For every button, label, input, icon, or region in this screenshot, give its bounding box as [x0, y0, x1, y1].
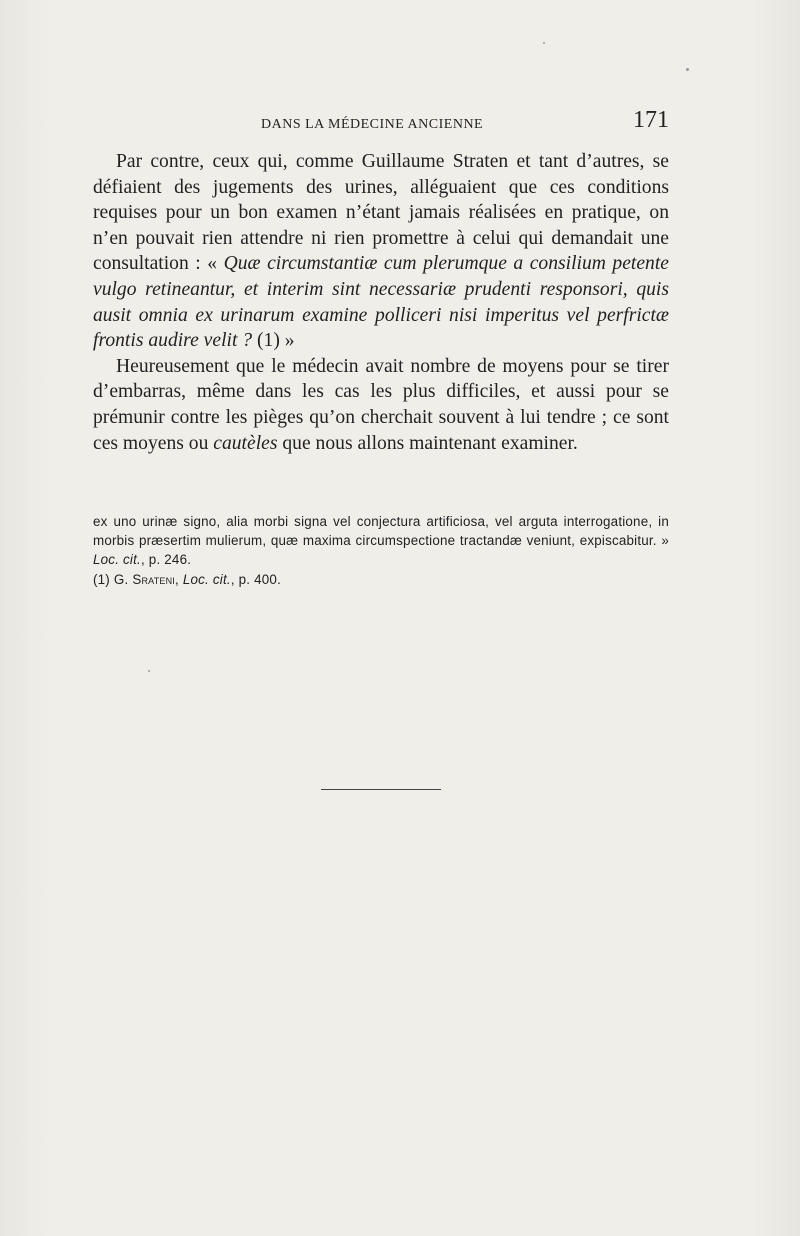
- paper-speck: [543, 42, 545, 44]
- paragraph-2: [93, 354, 669, 456]
- footnote-citation: Loc. cit.: [93, 552, 141, 568]
- page-number: 171: [633, 107, 669, 133]
- page-header: [93, 107, 669, 139]
- footnote-separator: ,: [175, 571, 183, 587]
- italic-term: cautèles: [213, 432, 278, 454]
- paragraph-1-intro: Par contre, ceux qui, comme Guillaume Straten et tant d’autres, se défiaient des jugements des urines, alléguaient que ces conditions requises pour un bon examen n’étant jamais réalisées en pratique, on n’en pouvait rien attendre ni rien promettre à celui qui demandait une consultation : «: [93, 151, 669, 275]
- paragraph-1: [93, 149, 669, 354]
- footnote-page: , p. 246.: [140, 552, 192, 568]
- footnotes: [93, 512, 669, 589]
- footnote-author: Srateni: [132, 571, 176, 587]
- footnote-marker: (1) G.: [93, 571, 133, 587]
- running-title: DANS LA MÉDECINE ANCIENNE: [261, 117, 484, 132]
- footnote-citation: Loc. cit.: [182, 571, 231, 587]
- footnote-continuation: [93, 512, 669, 570]
- footnote-continuation-text: ex uno urinæ signo, alia morbi signa vel conjectura artificiosa, vel arguta interrogatione, in morbis præsertim mulierum, quæ maxima circumspectione tractandæ veniunt, expiscabitur. »: [93, 514, 669, 549]
- paper-speck: [686, 68, 689, 71]
- footnote-page: , p. 400.: [230, 571, 282, 587]
- end-rule: [321, 789, 441, 790]
- paper-speck: [148, 670, 150, 672]
- latin-quotation: Quæ circumstantiæ cum plerumque a consilium petente vulgo retineantur, et interim sint necessariæ prudenti responsori, quis ausit omnia ex urinarum examine polliceri nisi imperitus vel perfrictæ frontis audire velit ?: [93, 253, 669, 352]
- main-text: [93, 149, 669, 456]
- footnote-reference: (1) »: [252, 330, 295, 352]
- footnote-1: [93, 570, 669, 589]
- paragraph-2-text: Heureusement que le médecin avait nombre de moyens pour se tirer d’embarras, même dans les cas les plus difficiles, et aussi pour se prémunir contre les pièges qu’on cherchait souvent à lui tendre ; ce sont ces moyens ou: [93, 355, 669, 454]
- paragraph-2-ending: que nous allons maintenant examiner.: [277, 432, 578, 454]
